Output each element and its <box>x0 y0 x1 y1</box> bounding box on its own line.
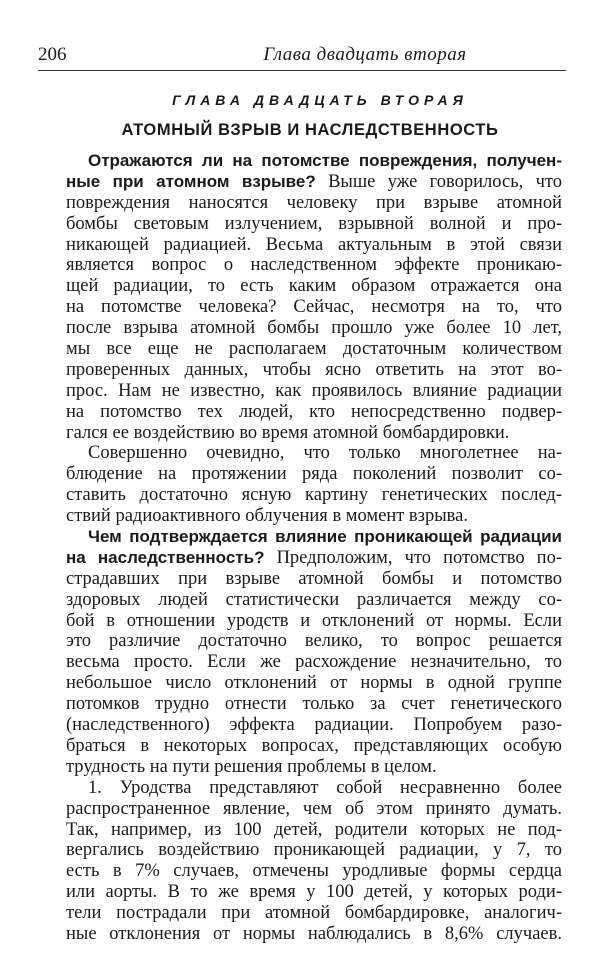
text-line <box>66 548 562 569</box>
text: является вопрос о наследственном эффекте проникаю- <box>66 255 562 276</box>
text-line <box>66 673 562 694</box>
text: повреждения наносятся человеку при взрыве атомной <box>66 192 562 213</box>
text: или аорты. В то же время у 100 детей, у которых роди- <box>66 882 562 903</box>
text: блюдение на протяжении ряда поколений позволит со- <box>66 464 562 485</box>
text: после взрыва атомной бомбы прошло уже более 10 лет, <box>66 318 562 339</box>
text-line <box>66 820 562 841</box>
text: гался ее воздействию во время атомной бомбардировки. <box>66 422 510 443</box>
text-line <box>66 778 562 799</box>
text: небольшое число отклонений от нормы в одной группе <box>66 673 562 694</box>
text-line <box>66 715 562 736</box>
text: страдавших при взрыве атомной бомбы и потомство <box>66 568 562 589</box>
text-line <box>66 423 562 444</box>
text: тели пострадали при атомной бомбардировке, аналогич- <box>66 903 562 924</box>
body-text <box>66 151 562 945</box>
bold-text: на наследственность? <box>66 547 265 567</box>
text: (наследственного) эффекта радиации. Попробуем разо- <box>66 715 562 736</box>
text-line <box>66 569 562 590</box>
text-line <box>66 235 562 256</box>
text-line <box>66 151 562 172</box>
text-line <box>66 631 562 652</box>
text: распространенное явление, чем об этом принято думать. <box>66 798 562 819</box>
bold-text: Отражаются ли на потомстве повреждения, получен- <box>88 151 562 170</box>
text: на потомстве человека? Сейчас, несмотря на то, что <box>66 297 562 318</box>
text: мы все еще не располагаем достаточным количеством <box>66 339 562 360</box>
chapter-label: ГЛАВА ДВАДЦАТЬ ВТОРАЯ <box>172 92 468 108</box>
text: 1. Уродства представляют собой несравненно более <box>88 777 562 798</box>
text-line <box>66 297 562 318</box>
text: прос. Нам не известно, как проявилось влияние радиации <box>66 380 562 401</box>
text-line <box>66 506 562 527</box>
text-line <box>66 652 562 673</box>
text: никающей радиацией. Весьма актуальным в этой связи <box>66 234 562 255</box>
text: проверенных данных, чтобы ясно ответить на этот во- <box>66 359 562 380</box>
paragraph <box>66 151 562 443</box>
text-line <box>66 799 562 820</box>
text: Совершенно очевидно, что только многолетнее на- <box>88 443 562 464</box>
paragraph <box>66 778 562 945</box>
text-line <box>66 255 562 276</box>
text-line <box>66 861 562 882</box>
text: щей радиации, то есть каким образом отражается она <box>66 276 562 297</box>
text-line <box>66 903 562 924</box>
text: ствий радиоактивного облучения в момент взрыва. <box>66 506 468 527</box>
text: бомбы световым излучением, взрывной волной и про- <box>66 213 562 234</box>
text: это различие достаточно велико, то вопрос решается <box>66 631 562 652</box>
text: Выше уже говорилось, что <box>315 171 562 192</box>
header-rule <box>38 70 566 71</box>
page-number: 206 <box>38 44 67 65</box>
text-line <box>66 464 562 485</box>
text-line <box>66 840 562 861</box>
text-line <box>66 736 562 757</box>
text-line <box>66 360 562 381</box>
text-line <box>66 611 562 632</box>
paragraph <box>66 443 562 527</box>
text-line <box>66 485 562 506</box>
text: трудность на пути решения проблемы в целом. <box>66 756 437 777</box>
bold-text: Чем подтверждается влияние проникающей радиации <box>88 527 562 547</box>
text: весьма просто. Если же расхождение незначительно, то <box>66 652 562 673</box>
text: потомков трудно отнести только за счет генетического <box>66 694 562 715</box>
text-line <box>66 193 562 214</box>
text-line <box>66 339 562 360</box>
chapter-title: АТОМНЫЙ ВЗРЫВ И НАСЛЕДСТВЕННОСТЬ <box>121 121 499 139</box>
text: вергались воздействию проникающей радиации, у 7, то <box>66 840 562 861</box>
bold-text: ные при атомном взрыве? <box>66 171 316 191</box>
text: Так, например, из 100 детей, родители которых не под- <box>66 819 562 840</box>
text-line <box>66 590 562 611</box>
text-line <box>66 172 562 193</box>
text-line <box>66 443 562 464</box>
text: ставить достаточно ясную картину генетических послед- <box>66 485 562 506</box>
text: Предположим, что потомство по- <box>264 547 562 568</box>
text-line <box>66 214 562 235</box>
text: на потомство тех людей, кто непосредственно подвер- <box>66 401 562 422</box>
text-line <box>66 381 562 402</box>
running-head: Глава двадцать вторая <box>263 44 467 65</box>
text: бой в отношении уродств и отклонений от нормы. Если <box>66 610 562 631</box>
text-line <box>66 276 562 297</box>
text-line <box>66 757 562 778</box>
text-line <box>66 924 562 945</box>
paragraph <box>66 527 562 778</box>
text-line <box>66 694 562 715</box>
text-line <box>66 318 562 339</box>
text-line <box>66 882 562 903</box>
text-line <box>66 527 562 548</box>
text: ные отклонения от нормы наблюдались в 8,6% случаев. <box>66 923 562 944</box>
text: браться в некоторых вопросах, представляющих особую <box>66 735 562 756</box>
text: здоровых людей статистически различается между со- <box>66 589 562 610</box>
text: есть в 7% случаев, отмечены уродливые формы сердца <box>66 861 562 882</box>
text-line <box>66 402 562 423</box>
